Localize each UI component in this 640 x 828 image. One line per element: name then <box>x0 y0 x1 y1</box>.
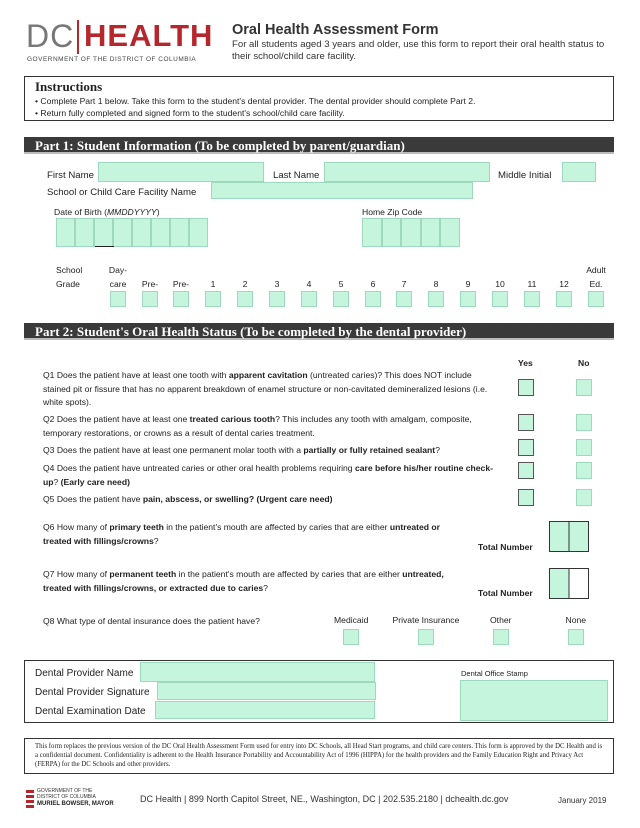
grade-checkbox[interactable] <box>396 291 412 307</box>
grade-label: Pre- <box>141 279 159 289</box>
mayor-line-2: DISTRICT OF COLUMBIA <box>37 794 96 800</box>
grade-label: 5 <box>338 279 344 289</box>
dc-flag-icon <box>26 790 34 808</box>
zip-digit-box[interactable] <box>440 218 460 247</box>
zip-label: Home Zip Code <box>362 207 423 217</box>
question-4: Q4 Does the patient have untreated caries or other oral health problems requiring care before his/her routine check-up? (Early care need) <box>43 463 493 487</box>
stamp-label: Dental Office Stamp <box>461 669 528 678</box>
zip-digit-box[interactable] <box>421 218 441 247</box>
grade-checkbox[interactable] <box>205 291 221 307</box>
logo-divider <box>77 20 79 54</box>
insurance-label: Other <box>490 615 512 625</box>
dob-digit-box[interactable] <box>56 218 75 247</box>
grade-checkbox[interactable] <box>110 291 126 307</box>
grade-checkbox[interactable] <box>460 291 476 307</box>
office-stamp-field[interactable] <box>460 680 608 721</box>
grade-label: Ed. <box>589 279 603 289</box>
grade-label-1: School <box>56 265 83 275</box>
insurance-label: None <box>565 615 587 625</box>
grade-checkbox[interactable] <box>173 291 189 307</box>
grade-label: Pre- <box>172 279 190 289</box>
grade-label: 12 <box>559 279 569 289</box>
yes-checkbox[interactable] <box>518 414 534 431</box>
grade-label: 4 <box>306 279 312 289</box>
dob-digit-box[interactable] <box>132 218 151 247</box>
grade-label: 2 <box>242 279 248 289</box>
exam-date-label: Dental Examination Date <box>35 706 146 717</box>
last-name-field[interactable] <box>324 162 490 182</box>
yes-column-label: Yes <box>518 358 533 368</box>
grade-checkbox[interactable] <box>237 291 253 307</box>
logo-health-text: HEALTH <box>84 18 214 53</box>
school-label: School or Child Care Facility Name <box>47 187 197 198</box>
insurance-label: Private Insurance <box>392 615 460 625</box>
grade-label-2: Grade <box>56 279 80 289</box>
grade-label: 7 <box>401 279 407 289</box>
no-checkbox[interactable] <box>576 439 592 456</box>
instructions-box <box>24 76 614 121</box>
question-8: Q8 What type of dental insurance does the patient have? <box>43 616 260 626</box>
provider-name-field[interactable] <box>140 662 375 682</box>
question-7: Q7 How many of permanent teeth in the patient's mouth are affected by caries that are either untreated, treated with fillings/crowns, or extracted due to caries? <box>43 569 444 593</box>
middle-initial-label: Middle Initial <box>498 170 552 181</box>
dob-digit-box[interactable] <box>189 218 208 247</box>
instruction-item-1: • Complete Part 1 below. Take this form to the student's dental provider. The dental provider should complete Part 2. <box>35 96 476 106</box>
grade-checkbox[interactable] <box>556 291 572 307</box>
q6-total-field[interactable] <box>549 521 589 552</box>
dob-label: Date of Birth (MMDDYYYY) <box>54 207 160 217</box>
question-6: Q6 How many of primary teeth in the patient's mouth are affected by caries that are either untreated or treated with fillings/crowns? <box>43 522 440 546</box>
disclaimer-box: This form replaces the previous version of the DC Oral Health Assessment Form used for entry into DC Schools, all Head Start programs, and child care centers. This form is approved by the DC Health and is a confidential document. Confidentiality is adherent to the Health Insurance Portability and Accountability Act of 1996 (HIPPA) for the health providers and the Family Education Right and Privacy Act (FERPA) for the DC Schools and other providers. <box>24 738 614 774</box>
dc-health-logo <box>26 18 216 66</box>
grade-checkbox[interactable] <box>492 291 508 307</box>
grade-label: 1 <box>210 279 216 289</box>
mayor-logo <box>26 788 136 812</box>
no-checkbox[interactable] <box>576 489 592 506</box>
part1-header: Part 1: Student Information (To be completed by parent/guardian) <box>24 137 614 154</box>
grade-checkbox[interactable] <box>588 291 604 307</box>
grade-checkbox[interactable] <box>142 291 158 307</box>
no-column-label: No <box>578 358 590 368</box>
grade-label: care <box>109 279 127 289</box>
no-checkbox[interactable] <box>576 414 592 431</box>
grade-checkbox[interactable] <box>269 291 285 307</box>
grade-label: 10 <box>495 279 505 289</box>
grade-checkbox[interactable] <box>333 291 349 307</box>
dob-digit-box[interactable] <box>170 218 189 247</box>
dob-digit-box[interactable] <box>75 218 94 247</box>
first-name-label: First Name <box>47 170 94 181</box>
question-2: Q2 Does the patient have at least one treated carious tooth? This includes any tooth with amalgam, composite, temporary restorations, or crowns as a result of dental caries treatment. <box>43 414 472 438</box>
question-3: Q3 Does the patient have at least one permanent molar tooth with a partially or fully retained sealant? <box>43 445 440 455</box>
q7-total-field[interactable] <box>549 568 589 599</box>
logo-dc-text: DC <box>26 18 75 54</box>
mayor-line-1: GOVERNMENT OF THE <box>37 788 93 794</box>
zip-digit-box[interactable] <box>382 218 402 247</box>
provider-signature-label: Dental Provider Signature <box>35 687 150 698</box>
question-1: Q1 Does the patient have at least one tooth with apparent cavitation (untreated caries)? This does NOT include stained pit or fissure that has no apparent breakdown of enamel structure or non-cavitated demineralized lesions (i.e. white spots). <box>43 370 488 407</box>
q7-total-label: Total Number <box>478 588 533 598</box>
dob-digit-box[interactable] <box>151 218 170 247</box>
instructions-title: Instructions <box>35 79 103 94</box>
part2-header: Part 2: Student's Oral Health Status (To be completed by the dental provider) <box>24 323 614 340</box>
footer-contact: DC Health | 899 North Capitol Street, NE., Washington, DC | 202.535.2180 | dchealth.dc.gov <box>140 794 509 804</box>
grade-label: 8 <box>433 279 439 289</box>
form-subtitle: For all students aged 3 years and older, use this form to report their oral health status to their school/child care facility. <box>232 39 605 62</box>
provider-name-label: Dental Provider Name <box>35 668 134 679</box>
insurance-label: Medicaid <box>334 615 369 625</box>
grade-checkbox[interactable] <box>428 291 444 307</box>
provider-signature-field[interactable] <box>157 682 376 700</box>
grade-checkbox[interactable] <box>365 291 381 307</box>
grade-label: 9 <box>465 279 471 289</box>
exam-date-field[interactable] <box>155 701 375 719</box>
yes-checkbox[interactable] <box>518 379 534 396</box>
zip-digit-box[interactable] <box>401 218 421 247</box>
school-field[interactable] <box>211 182 473 199</box>
footer-date: January 2019 <box>558 796 607 805</box>
no-checkbox[interactable] <box>576 462 592 479</box>
instruction-item-2: • Return fully completed and signed form to the student's school/child care facility. <box>35 108 345 118</box>
form-title: Oral Health Assessment Form <box>232 22 439 38</box>
grade-label: 6 <box>370 279 376 289</box>
insurance-checkbox[interactable] <box>418 629 434 645</box>
insurance-checkbox[interactable] <box>343 629 359 645</box>
first-name-field[interactable] <box>98 162 264 182</box>
grade-checkbox[interactable] <box>524 291 540 307</box>
no-checkbox[interactable] <box>576 379 592 396</box>
grade-label: 11 <box>527 279 537 289</box>
insurance-checkbox[interactable] <box>568 629 584 645</box>
q6-total-label: Total Number <box>478 542 533 552</box>
dob-digit-box[interactable] <box>94 218 113 247</box>
grade-label: 3 <box>274 279 280 289</box>
yes-checkbox[interactable] <box>518 439 534 456</box>
insurance-checkbox[interactable] <box>493 629 509 645</box>
grade-checkbox[interactable] <box>301 291 317 307</box>
dob-separator <box>95 246 114 247</box>
grade-label-top: Day- <box>108 265 128 275</box>
dob-digit-box[interactable] <box>113 218 132 247</box>
last-name-label: Last Name <box>273 170 320 181</box>
mayor-line-3: MURIEL BOWSER, MAYOR <box>37 801 114 807</box>
question-5: Q5 Does the patient have pain, abscess, or swelling? (Urgent care need) <box>43 494 333 504</box>
logo-subtext: GOVERNMENT OF THE DISTRICT OF COLUMBIA <box>27 56 197 63</box>
middle-initial-field[interactable] <box>562 162 596 182</box>
yes-checkbox[interactable] <box>518 462 534 479</box>
yes-checkbox[interactable] <box>518 489 534 506</box>
zip-digit-box[interactable] <box>362 218 382 247</box>
grade-label-top: Adult <box>586 265 606 275</box>
